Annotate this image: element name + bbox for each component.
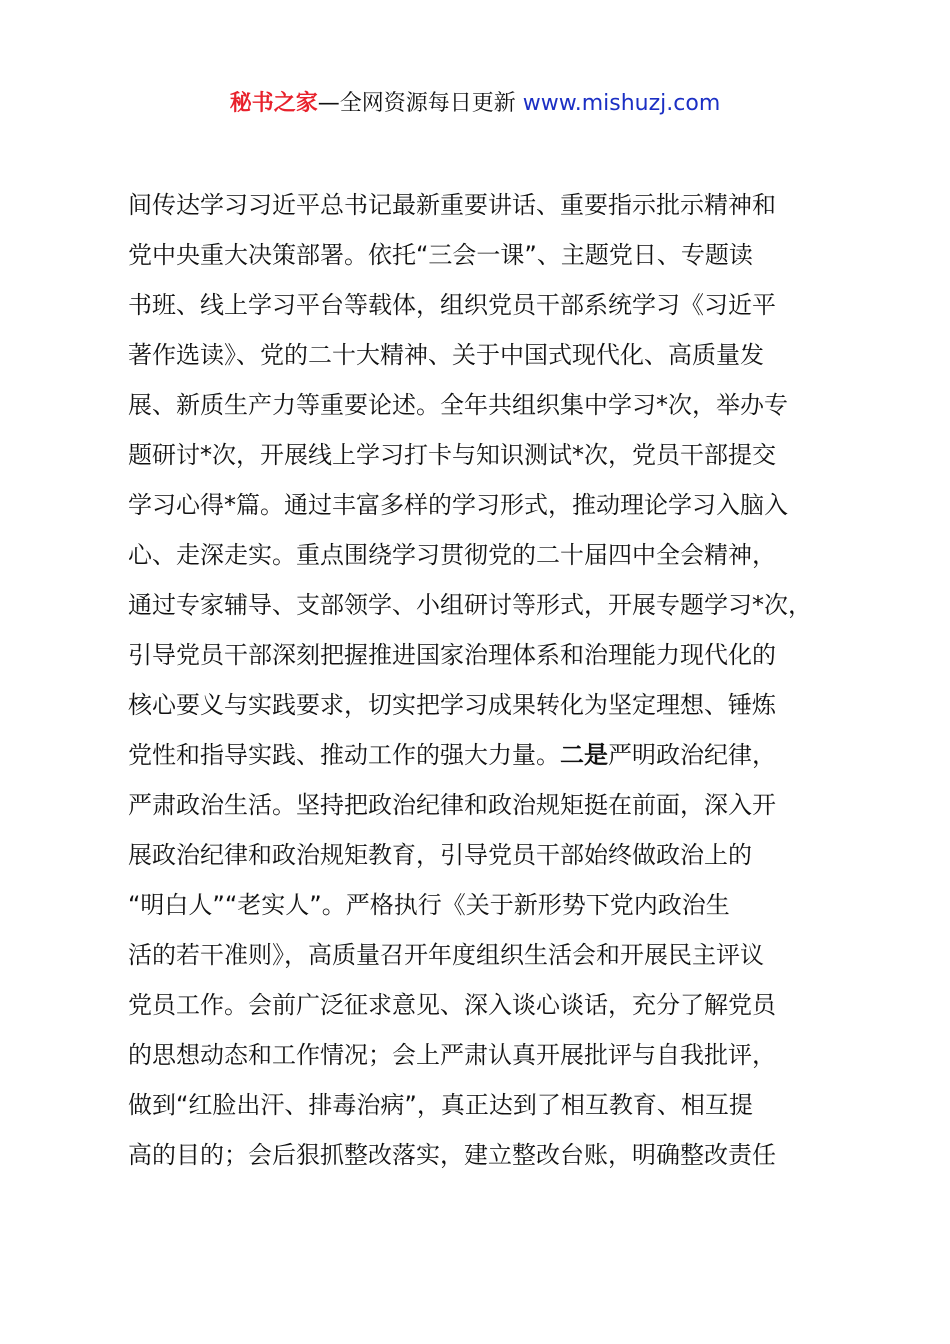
body-line: 间传达学习习近平总书记最新重要讲话、重要指示批示精神和 (128, 191, 776, 219)
body-line: 学习心得*篇。通过丰富多样的学习形式，推动理论学习入脑入 (128, 491, 788, 519)
body-line: 展政治纪律和政治规矩教育，引导党员干部始终做政治上的 (128, 841, 752, 869)
site-url-link[interactable]: www.mishuzj.com (522, 91, 721, 116)
body-line: 通过专家辅导、支部领学、小组研讨等形式，开展专题学习*次， (128, 591, 812, 619)
emphasis-marker: 二是 (560, 741, 608, 769)
page-header (0, 88, 950, 120)
body-line: 活的若干准则》，高质量召开年度组织生活会和开展民主评议 (128, 941, 764, 969)
header-tagline: —全网资源每日更新 (317, 91, 516, 116)
body-line-part: 党性和指导实践、推动工作的强大力量。 (128, 741, 560, 769)
body-line: 书班、线上学习平台等载体，组织党员干部系统学习《习近平 (128, 291, 776, 319)
brand-name: 秘书之家 (229, 91, 318, 116)
body-line: 题研讨*次，开展线上学习打卡与知识测试*次，党员干部提交 (128, 441, 776, 469)
body-line: 党员工作。会前广泛征求意见、深入谈心谈话，充分了解党员 (128, 991, 776, 1019)
body-line: 展、新质生产力等重要论述。全年共组织集中学习*次，举办专 (128, 391, 788, 419)
body-line: 高的目的；会后狠抓整改落实，建立整改台账，明确整改责任 (128, 1141, 776, 1169)
body-line: 的思想动态和工作情况；会上严肃认真开展批评与自我批评， (128, 1041, 776, 1069)
body-line: 核心要义与实践要求，切实把学习成果转化为坚定理想、锤炼 (128, 691, 776, 719)
body-line: 引导党员干部深刻把握推进国家治理体系和治理能力现代化的 (128, 641, 776, 669)
body-line: 著作选读》、党的二十大精神、关于中国式现代化、高质量发 (128, 341, 764, 369)
body-line: 做到“红脸出汗、排毒治病”，真正达到了相互教育、相互提 (128, 1091, 753, 1119)
body-line: “明白人”“老实人”。严格执行《关于新形势下党内政治生 (128, 891, 730, 919)
body-line-with-emphasis (128, 730, 848, 780)
body-line: 心、走深走实。重点围绕学习贯彻党的二十届四中全会精神， (128, 541, 776, 569)
body-line-part: 严明政治纪律， (608, 741, 776, 769)
body-line: 严肃政治生活。坚持把政治纪律和政治规矩挺在前面，深入开 (128, 791, 776, 819)
body-line: 党中央重大决策部署。依托“三会一课”、主题党日、专题读 (128, 241, 753, 269)
document-body (128, 180, 848, 1180)
